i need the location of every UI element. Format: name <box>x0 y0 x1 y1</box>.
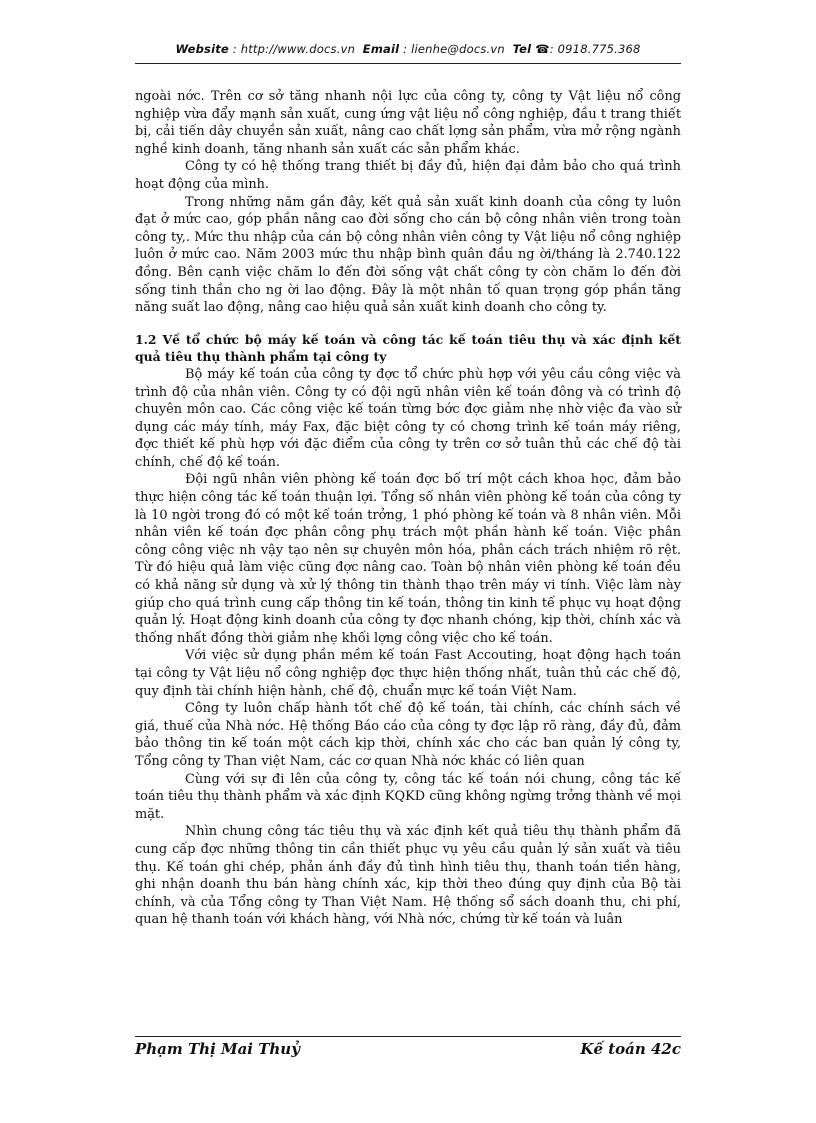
section-heading: 1.2 Về tổ chức bộ máy kế toán và công tác kế toán tiêu thụ và xác định kết quả tiêu thụ thành phẩm tại công ty <box>135 331 681 365</box>
email-label: Email <box>362 42 400 56</box>
page-header <box>135 42 681 56</box>
document-body <box>135 88 681 929</box>
tel-label: Tel <box>512 42 532 56</box>
phone-icon: ☎ <box>535 42 550 56</box>
website-value: : http://www.docs.vn <box>232 42 356 56</box>
tel-value: : 0918.775.368 <box>549 42 641 56</box>
paragraph: Nhìn chung công tác tiêu thụ và xác định kết quả tiêu thụ thành phẩm đã cung cấp đợc những thông tin cần thiết phục vụ yêu cầu quản lý sản xuất và tiêu thụ. Kế toán ghi chép, phản ánh đầy đủ tình hình tiêu thụ, thanh toán tiền hàng, ghi nhận doanh thu bán hàng chính xác, kịp thời theo đúng quy định của Bộ tài chính, và của Tổng công ty Than Việt Nam. Hệ thống sổ sách doanh thu, chi phí, quan hệ thanh toán với khách hàng, với Nhà nớc, chứng từ kế toán và luân <box>135 824 681 928</box>
header-divider <box>135 63 681 64</box>
footer-author: Phạm Thị Mai Thuỷ <box>135 1040 300 1058</box>
paragraph: Với việc sử dụng phần mềm kế toán Fast Accouting, hoạt động hạch toán tại công ty Vật liệu nổ công nghiệp đợc thực hiện thống nhất, tuân thủ các chế độ, quy định tài chính hiện hành, chế độ, chuẩn mực kế toán Việt Nam. <box>135 648 681 699</box>
footer-divider <box>135 1036 681 1037</box>
website-label: Website <box>175 42 229 56</box>
paragraph: Trong những năm gần đây, kết quả sản xuất kinh doanh của công ty luôn đạt ở mức cao, góp phần nâng cao đời sống cho cán bộ công nhân viên trong toàn công ty,. Mức thu nhập của cán bộ công nhân viên công ty Vật liệu nổ công nghiệp luôn ở mức cao. Năm 2003 mức thu nhập bình quân đầu ng ời/tháng là 2.740.122 đồng. Bên cạnh việc chăm lo đến đời sống vật chất công ty còn chăm lo đến đời sống tinh thần cho ng ời lao động. Đây là một nhân tố quan trọng góp phần tăng năng suất lao động, nâng cao hiệu quả sản xuất kinh doanh cho công ty. <box>135 194 681 316</box>
footer-class: Kế toán 42c <box>580 1040 681 1058</box>
paragraph: Công ty có hệ thống trang thiết bị đầy đủ, hiện đại đảm bảo cho quá trình hoạt động của mình. <box>135 159 681 192</box>
paragraph: Công ty luôn chấp hành tốt chế độ kế toán, tài chính, các chính sách về giá, thuế của Nhà nớc. Hệ thống Báo cáo của công ty đợc lập rõ ràng, đầy đủ, đảm bảo thông tin kế toán một cách kịp thời, chính xác cho các ban quản lý công ty, Tổng công ty Than việt Nam, các cơ quan Nhà nớc khác có liên quan <box>135 701 681 769</box>
email-value: : lienhe@docs.vn <box>403 42 505 56</box>
paragraph: Đội ngũ nhân viên phòng kế toán đợc bố trí một cách khoa học, đảm bảo thực hiện công tác kế toán thuận lợi. Tổng số nhân viên phòng kế toán của công ty là 10 ngời trong đó có một kế toán trởng, 1 phó phòng kế toán và 8 nhân viên. Mỗi nhân viên kế toán đợc phân công phụ trách một phần hành kế toán. Việc phân công công việc nh vậy tạo nên sự chuyên môn hóa, phân cách trách nhiệm rõ rệt. Từ đó hiệu quả làm việc cũng đợc nâng cao. Toàn bộ nhân viên phòng kế toán đều có khả năng sử dụng và xử lý thông tin thành thạo trên máy vi tính. Việc làm này giúp cho quá trình cung cấp thông tin kế toán, thông tin kinh tế phục vụ hoạt động quản lý. Hoạt động kinh doanh của công ty đợc nhanh chóng, kịp thời, chính xác và thống nhất đồng thời giảm nhẹ khối lợng công việc cho kế toán. <box>135 472 681 646</box>
paragraph: Cùng với sự đi lên của công ty, công tác kế toán nói chung, công tác kế toán tiêu thụ thành phẩm và xác định KQKD cũng không ngừng trởng thành về mọi mặt. <box>135 771 681 822</box>
paragraph-continuation: ngoài nớc. Trên cơ sở tăng nhanh nội lực của công ty, công ty Vật liệu nổ công nghiệp vừa đẩy mạnh sản xuất, cung ứng vật liệu nổ công nghiệp, đầu t trang thiết bị, cải tiến dây chuyền sản xuất, nâng cao chất lợng sản phẩm, vừa mở rộng ngành nghề kinh doanh, tăng nhanh sản xuất các sản phẩm khác. <box>135 89 681 157</box>
paragraph: Bộ máy kế toán của công ty đợc tổ chức phù hợp với yêu cầu công việc và trình độ của nhân viên. Công ty có đội ngũ nhân viên kế toán đông và có trình độ chuyên môn cao. Các công việc kế toán từng bớc đợc giảm nhẹ nhờ việc đa vào sử dụng các máy tính, máy Fax, đặc biệt công ty có chơng trình kế toán máy riêng, đợc thiết kế phù hợp với đặc điểm của công ty trên cơ sở tuân thủ các chế độ tài chính, chế độ kế toán. <box>135 366 681 470</box>
